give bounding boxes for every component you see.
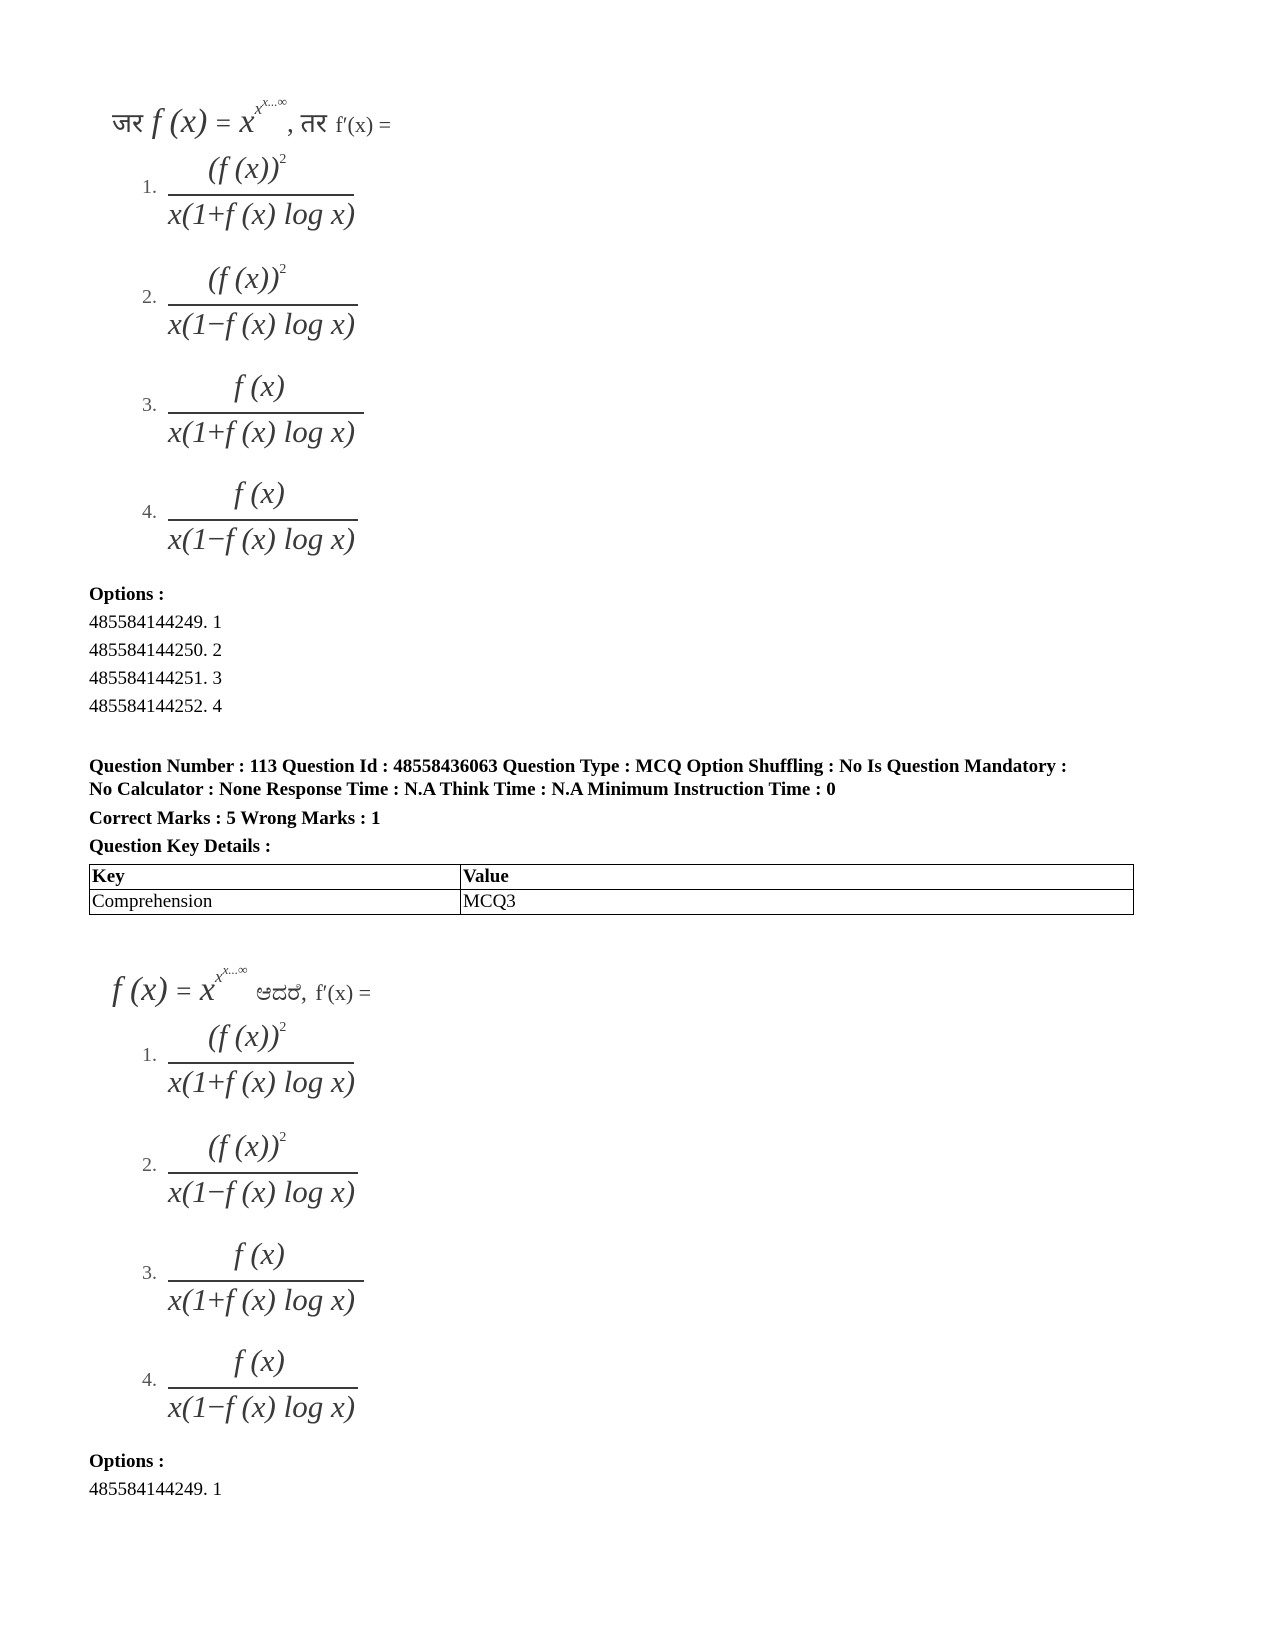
option-id: 485584144249. 1 <box>89 1479 222 1500</box>
key-details-table <box>89 864 1134 915</box>
option-id-list-a <box>89 609 222 721</box>
option-id: 485584144252. 4 <box>89 696 222 717</box>
table-header-cell: Key <box>90 865 461 890</box>
table-cell: Comprehension <box>90 890 461 915</box>
table-header-row <box>90 865 1134 890</box>
question-a-option-3: 3. f (x) x(1+f (x) log x) <box>142 368 402 458</box>
options-heading-b: Options : <box>89 1451 165 1472</box>
option-id: 485584144251. 3 <box>89 668 222 689</box>
table-cell: MCQ3 <box>461 890 1134 915</box>
option-id: 485584144250. 2 <box>89 640 222 661</box>
question-a-option-2: 2. (f (x))$^2$ x(1−f (x) log x) <box>142 260 402 350</box>
question-b-stem: f $(x) = x^{x^{x...\infty}}$ ಆದರೆ, f′(x) = <box>112 962 372 1008</box>
question-b-option-3: 3. f (x) x(1+f (x) log x) <box>142 1236 402 1326</box>
question-meta-line-2: No Calculator : None Response Time : N.A Think Time : N.A Minimum Instruction Time : 0 <box>89 779 836 800</box>
question-b-option-4: 4. f (x) x(1−f (x) log x) <box>142 1343 402 1433</box>
table-header-cell: Value <box>461 865 1134 890</box>
table-row <box>90 890 1134 915</box>
question-b-option-1: 1. (f (x))$^2$ x(1+f (x) log x) <box>142 1018 356 1099</box>
options-heading-a: Options : <box>89 584 165 605</box>
option-id-list-b <box>89 1476 222 1504</box>
question-a-stem: जर f $(x) = x^{x^{x...\infty}}$, तर f′(x) = <box>112 94 392 140</box>
marks-line: Correct Marks : 5 Wrong Marks : 1 <box>89 808 381 829</box>
question-a-option-4: 4. f (x) x(1−f (x) log x) <box>142 475 402 565</box>
question-b-option-2: 2. (f (x))$^2$ x(1−f (x) log x) <box>142 1128 402 1218</box>
question-meta <box>89 755 1067 801</box>
question-meta-line-1: Question Number : 113 Question Id : 48558436063 Question Type : MCQ Option Shuffling : No Is Question Mandatory : <box>89 756 1068 777</box>
question-a-option-1: 1. (f (x))$^2$ x(1+f (x) log x) <box>142 150 356 231</box>
option-id: 485584144249. 1 <box>89 612 222 633</box>
key-details-label: Question Key Details : <box>89 836 272 857</box>
